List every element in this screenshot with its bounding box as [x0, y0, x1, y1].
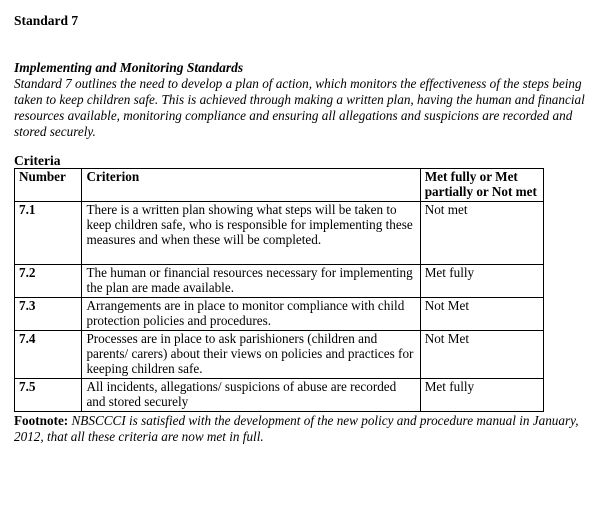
- table-row: [15, 202, 544, 265]
- criteria-table: [14, 168, 544, 412]
- row-number: 7.2: [15, 265, 82, 298]
- table-row: [15, 331, 544, 379]
- section-intro: Standard 7 outlines the need to develop a plan of action, which monitors the effectiveness of the steps being taken to keep children safe. This is achieved through making a written plan, having the human and financial resources available, monitoring compliance and ensuring all allegations and suspicions are recorded and stored securely.: [14, 76, 585, 139]
- standard-title: Standard 7: [14, 13, 79, 28]
- row-number: 7.3: [15, 298, 82, 331]
- row-criterion: All incidents, allegations/ suspicions of abuse are recorded and stored securely: [82, 379, 420, 412]
- criteria-label: Criteria: [14, 153, 61, 168]
- section-heading: Implementing and Monitoring Standards: [14, 60, 244, 75]
- table-row: [15, 379, 544, 412]
- header-criterion: Criterion: [82, 169, 420, 202]
- row-status: Met fully: [420, 265, 543, 298]
- document-page: [14, 6, 594, 445]
- header-number: Number: [15, 169, 82, 202]
- row-status: Not met: [420, 202, 543, 265]
- footnote-text: NBSCCCI is satisfied with the development of the new policy and procedure manual in January, 2012, that all these criteria are now met in full.: [14, 413, 579, 444]
- table-row: [15, 265, 544, 298]
- row-status: Not Met: [420, 331, 543, 379]
- footnote-label: Footnote:: [14, 413, 69, 428]
- row-criterion: The human or financial resources necessary for implementing the plan are made available.: [82, 265, 420, 298]
- row-status: Not Met: [420, 298, 543, 331]
- row-status: Met fully: [420, 379, 543, 412]
- footnote: [14, 413, 589, 445]
- row-criterion: There is a written plan showing what steps will be taken to keep children safe, who is responsible for implementing these measures and when these will be completed.: [82, 202, 420, 265]
- row-number: 7.1: [15, 202, 82, 265]
- header-met: Met fully or Met partially or Not met: [420, 169, 543, 202]
- table-row: [15, 298, 544, 331]
- row-criterion: Processes are in place to ask parishioners (children and parents/ carers) about their views on policies and practices for keeping children safe.: [82, 331, 420, 379]
- row-criterion: Arrangements are in place to monitor compliance with child protection policies and procedures.: [82, 298, 420, 331]
- row-number: 7.4: [15, 331, 82, 379]
- row-number: 7.5: [15, 379, 82, 412]
- table-header-row: [15, 169, 544, 202]
